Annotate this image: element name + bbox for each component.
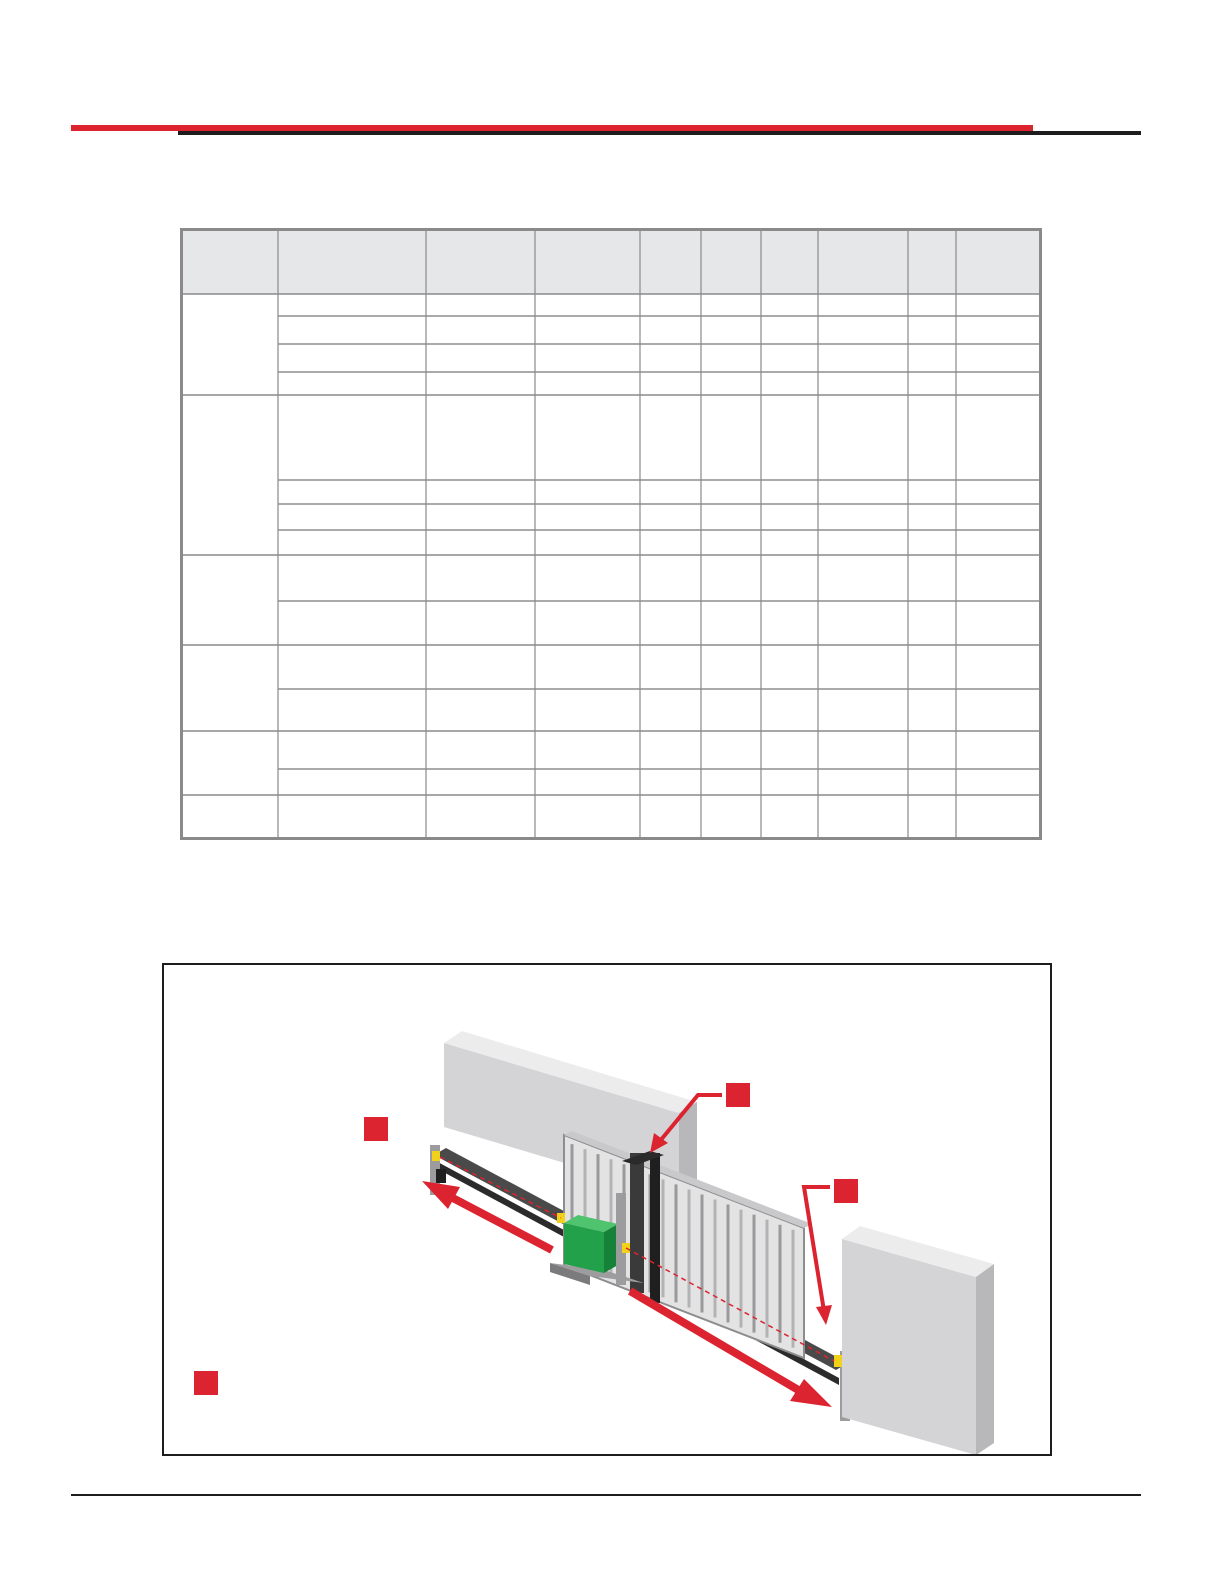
table-header-row [180,228,1042,294]
gate-support-post-b [630,1153,644,1293]
open-arrow-head [422,1181,460,1209]
callout-marker-b [726,1083,750,1107]
callout-marker-d [194,1371,218,1395]
photo-eye-icon-rear-left [432,1151,440,1161]
operator-housing-side [604,1224,618,1273]
post-rear-left-base [436,1169,446,1183]
right-wall-side [976,1264,994,1454]
callout-pointer-right [804,1187,832,1325]
gate-installation-figure [162,963,1052,1456]
gate-support-post-a [650,1153,660,1303]
specification-table-grid [180,228,1042,840]
table-outer-border [182,230,1041,839]
right-wall [842,1226,994,1454]
callout-marker-c [834,1179,858,1203]
header-rule-black [178,131,1141,135]
close-arrow-head [790,1379,832,1407]
specification-table [180,228,1042,840]
gate-installation-illustration [164,965,1050,1454]
callout-pointer-right-line [804,1187,830,1311]
photo-eye-icon-right [834,1355,842,1367]
callout-marker-a [364,1117,388,1141]
footer-rule [71,1494,1141,1496]
post-front-left [616,1193,626,1285]
callout-pointer-right-head [816,1305,832,1325]
